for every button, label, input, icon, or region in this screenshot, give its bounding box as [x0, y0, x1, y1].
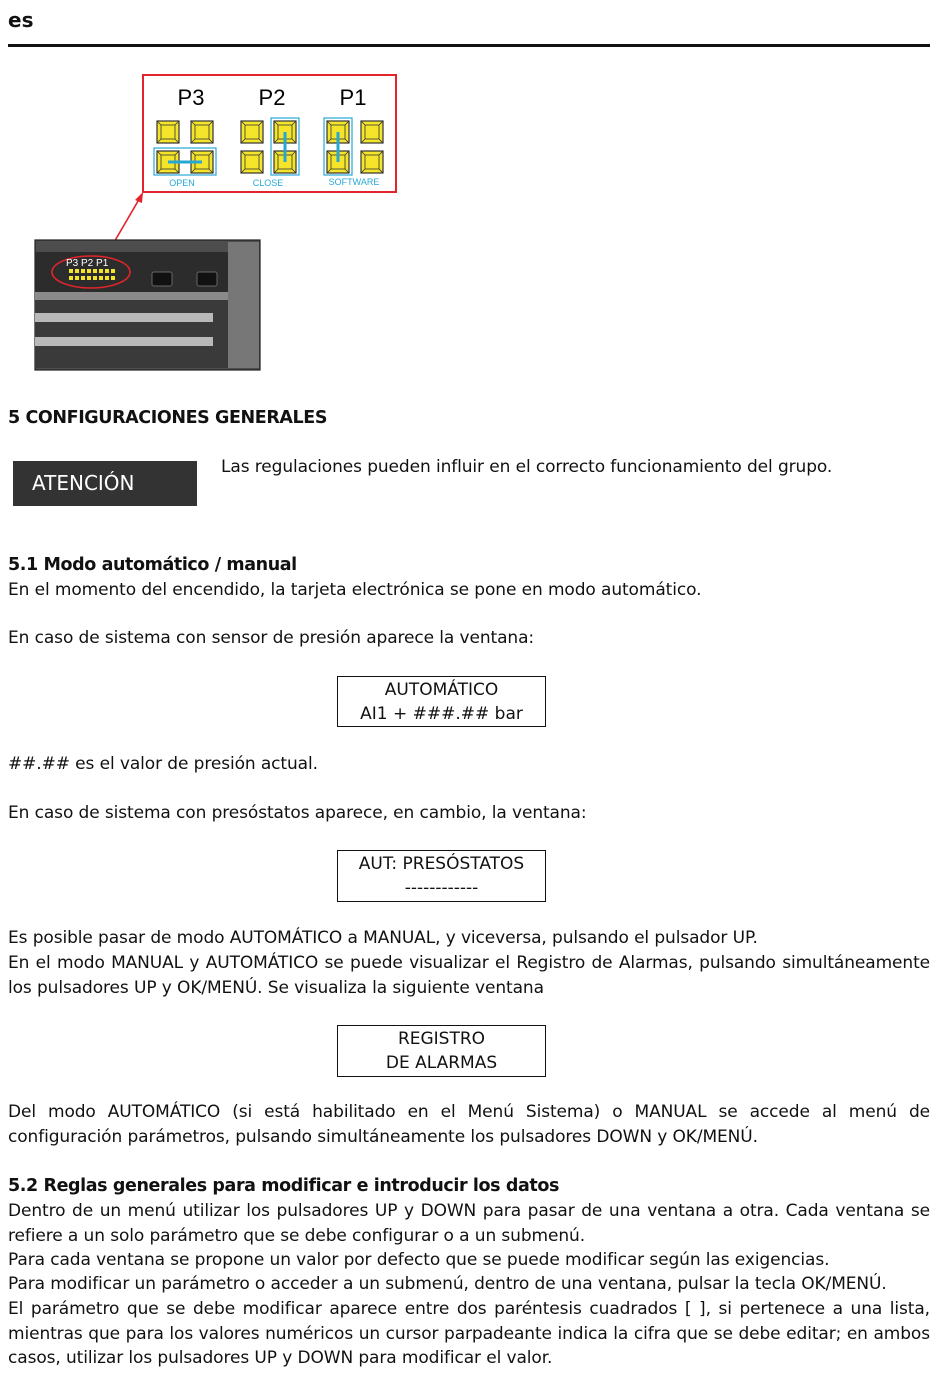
pad — [241, 151, 263, 173]
section-5-1-title: 5.1 Modo automático / manual — [8, 555, 297, 575]
attention-label: ATENCIÓN — [13, 461, 197, 506]
header-rule — [8, 44, 930, 47]
group-label-p2: P2 — [258, 85, 286, 110]
paragraph: Del modo AUTOMÁTICO (si está habilitado en el Menú Sistema) o MANUAL se accede al menú de configuración parámetros, pulsando simultáneamente los pulsadores DOWN y OK/MENÚ. — [8, 1102, 930, 1147]
section-5-title: 5 CONFIGURACIONES GENERALES — [8, 408, 328, 428]
paragraph: En el modo MANUAL y AUTOMÁTICO se puede visualizar el Registro de Alarmas, pulsando simultáneamente los pulsadores UP y OK/MENÚ. Se visualiza la siguiente ventana — [8, 953, 930, 998]
display-line: AUTOMÁTICO — [384, 680, 499, 700]
paragraph: Para cada ventana se propone un valor por defecto que se puede modificar según las exigencias. — [8, 1250, 830, 1270]
pad — [241, 121, 263, 143]
display-line: REGISTRO — [397, 1029, 486, 1049]
paragraph: En caso de sistema con sensor de presión aparece la ventana: — [8, 628, 535, 648]
display-line: AI1 + ###.## bar — [360, 704, 523, 724]
caption-open: OPEN — [169, 178, 195, 188]
paragraph: ##.## es el valor de presión actual. — [8, 754, 318, 774]
pad — [191, 121, 213, 143]
board-edge — [228, 242, 259, 368]
connector — [197, 272, 217, 286]
caption-software: SOFTWARE — [328, 177, 380, 187]
pad — [361, 121, 383, 143]
jumper-diagram — [0, 60, 420, 380]
group-label-p1: P1 — [339, 85, 367, 110]
pad — [361, 151, 383, 173]
paragraph: En el momento del encendido, la tarjeta electrónica se pone en modo automático. — [8, 580, 702, 600]
paragraph: Para modificar un parámetro o acceder a un submenú, dentro de una ventana, pulsar la tecla OK/MENÚ. — [8, 1274, 887, 1294]
display-window-automatico — [337, 676, 546, 727]
paragraph: El parámetro que se debe modificar aparece entre dos paréntesis cuadrados [ ], si pertenece a una lista, mientras que para los valores numéricos un cursor parpadeante indica la cifra que se debe editar; en ambos casos, utilizar los pulsadores UP y DOWN para modificar el valor. — [8, 1299, 930, 1368]
display-window-presostatos — [337, 850, 546, 902]
board-jumper-label: P3 P2 P1 — [66, 258, 109, 269]
arrow-head — [135, 192, 143, 203]
paragraph: Dentro de un menú utilizar los pulsadores UP y DOWN para pasar de una ventana a otra. Cada ventana se refiere a un solo parámetro que se debe configurar o a un submenú. — [8, 1201, 930, 1246]
display-line: ------------ — [404, 878, 479, 898]
paragraph: Es posible pasar de modo AUTOMÁTICO a MANUAL, y viceversa, pulsando el pulsador UP. — [8, 928, 758, 948]
group-label-p3: P3 — [177, 85, 205, 110]
caption-close: CLOSE — [252, 178, 284, 188]
display-window-registro — [337, 1025, 546, 1077]
section-5-2-title: 5.2 Reglas generales para modificar e introducir los datos — [8, 1176, 559, 1196]
display-line: AUT: PRESÓSTATOS — [358, 854, 525, 874]
paragraph: En caso de sistema con presóstatos aparece, en cambio, la ventana: — [8, 803, 587, 823]
connector — [152, 272, 172, 286]
pad — [157, 121, 179, 143]
board-lower — [35, 300, 228, 368]
display-line: DE ALARMAS — [385, 1053, 498, 1073]
attention-text: Las regulaciones pueden influir en el correcto funcionamiento del grupo. — [221, 457, 833, 477]
language-code: es — [8, 8, 34, 32]
